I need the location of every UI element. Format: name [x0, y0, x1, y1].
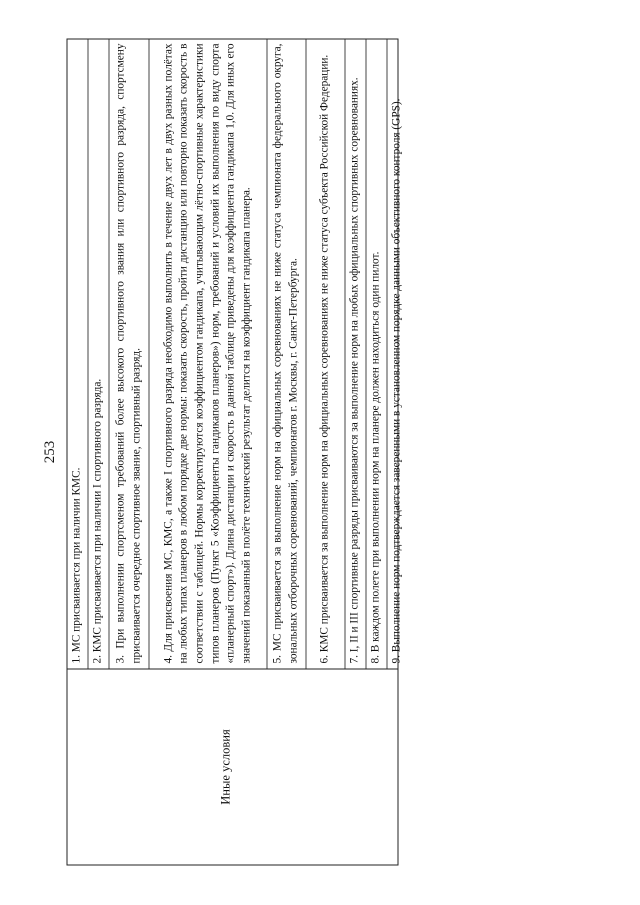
table-label: Иные условия — [218, 729, 232, 805]
condition-row-9: 9. Выполнение норм подтверждается заверенными в установленном порядке данными объективного контроля (GPS). — [390, 98, 403, 664]
condition-row-2: 2. КМС присваивается при наличии I спортивного разряда. — [88, 40, 109, 669]
condition-row-7: 7. I, II и III спортивные разряды присваиваются за выполнение норм на любых официальных спортивных соревнованиях. — [345, 40, 366, 669]
page-number: 253 — [42, 440, 58, 464]
condition-row-4: 4. Для присвоения МС, КМС, а также I спортивного разряда необходимо выполнить в течение двух лет в двух разных полётах на любых типах планеров в любом порядке две нормы: показать скорость, пройти дистанцию или повторно показать скорость в соответствии с таблицей. Нормы корректируются коэффициентом гандикапа, учитывающим лётно-спортивные характеристики типов планеров (Пункт 5 «Коэффициенты гандикапов планеров») норм, требований и условий их выполнения по виду спорта «планерный спорт»). Длина дистанции и скорость в данной таблице приведены для коэффициента гандикапа 1,0. Для иных его значений показанный в полёте технический результат делится на коэффициент гандикапа планера. — [149, 40, 267, 669]
condition-row-5: 5. МС присваивается за выполнение норм на официальных соревнованиях не ниже статуса чемпионата федерального округа, зональных отборочных соревнований, чемпионатов г. Москвы, г. Санкт-Петербурга. — [267, 40, 306, 669]
condition-row-1: 1. МС присваивается при наличии КМС. — [67, 40, 88, 669]
condition-row-3: 3. При выполнении спортсменом требований более высокого спортивного звания или спортивного разряда, спортсмену присваивается очередное спортивное звание, спортивный разряд. — [109, 40, 149, 669]
conditions-table — [66, 39, 403, 866]
condition-row-6: 6. КМС присваивается за выполнение норм на официальных соревнованиях не ниже статуса субъекта Российской Федерации. — [306, 40, 345, 669]
table-content-cell — [67, 40, 403, 669]
rotated-table-wrapper — [66, 39, 403, 866]
table-label-cell — [67, 669, 397, 865]
condition-row-8: 8. В каждом полете при выполнении норм на планере должен находиться один пилот. — [366, 40, 387, 669]
